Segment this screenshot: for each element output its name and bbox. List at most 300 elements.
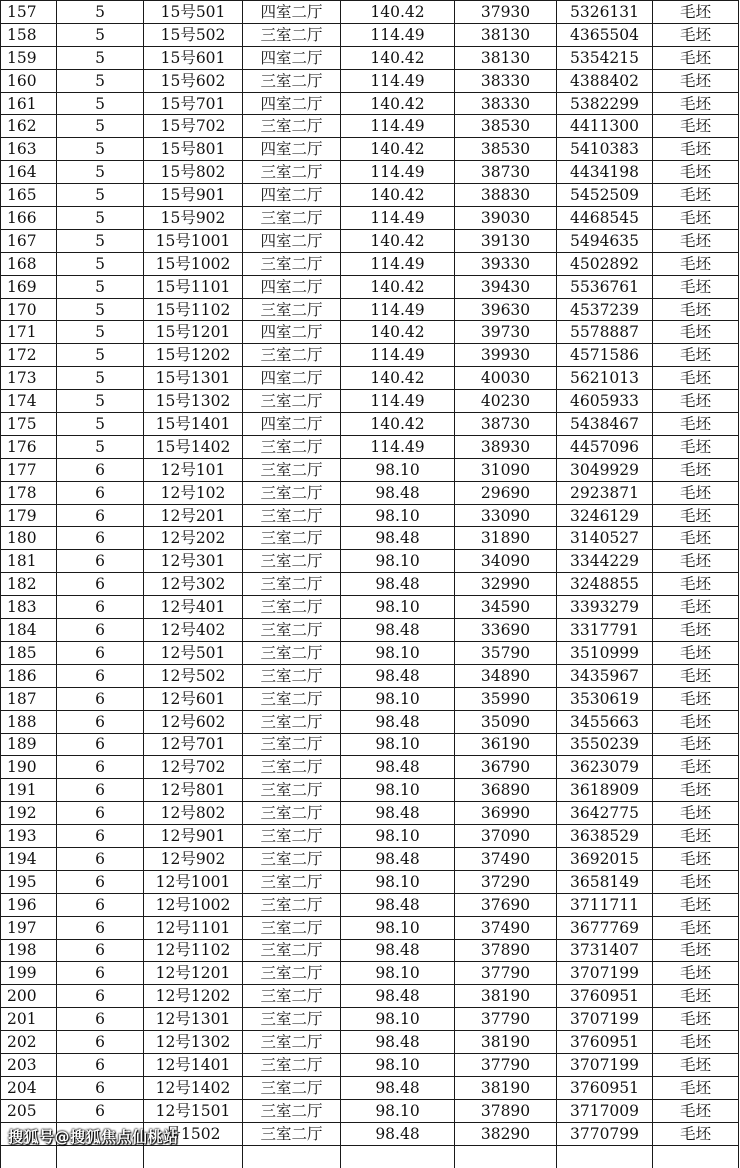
table-row bbox=[1, 229, 739, 252]
unit-price-cell: 39730 bbox=[455, 321, 557, 344]
finish-status-cell: 毛坯 bbox=[653, 504, 739, 527]
empty-cell bbox=[341, 1145, 455, 1168]
building-number-cell: 5 bbox=[57, 23, 144, 46]
finish-status-cell: 毛坯 bbox=[653, 527, 739, 550]
unit-price-cell: 37790 bbox=[455, 1053, 557, 1076]
empty-cell bbox=[653, 1145, 739, 1168]
finish-status-cell: 毛坯 bbox=[653, 733, 739, 756]
watermark: 搜狐号@搜狐焦点仙桃站 bbox=[8, 1128, 179, 1146]
table-row bbox=[1, 252, 739, 275]
table-row bbox=[1, 985, 739, 1008]
finish-status-cell: 毛坯 bbox=[653, 92, 739, 115]
unit-price-cell: 35990 bbox=[455, 687, 557, 710]
layout-cell: 三室二厅 bbox=[243, 779, 341, 802]
area-cell: 114.49 bbox=[341, 252, 455, 275]
finish-status-cell: 毛坯 bbox=[653, 367, 739, 390]
layout-cell: 三室二厅 bbox=[243, 527, 341, 550]
unit-number-cell: 12号302 bbox=[144, 573, 243, 596]
table-row bbox=[1, 298, 739, 321]
unit-price-cell: 35790 bbox=[455, 641, 557, 664]
finish-status-cell: 毛坯 bbox=[653, 779, 739, 802]
area-cell: 98.10 bbox=[341, 825, 455, 848]
unit-number-cell: 15号1402 bbox=[144, 435, 243, 458]
building-number-cell: 6 bbox=[57, 619, 144, 642]
unit-price-cell: 39930 bbox=[455, 344, 557, 367]
layout-cell: 三室二厅 bbox=[243, 298, 341, 321]
building-number-cell: 6 bbox=[57, 870, 144, 893]
row-number-cell: 175 bbox=[1, 413, 57, 436]
unit-price-cell: 29690 bbox=[455, 481, 557, 504]
unit-price-cell: 37490 bbox=[455, 847, 557, 870]
unit-number-cell: 15号702 bbox=[144, 115, 243, 138]
building-number-cell: 5 bbox=[57, 413, 144, 436]
total-price-cell: 3770799 bbox=[557, 1122, 653, 1145]
unit-price-cell: 35090 bbox=[455, 710, 557, 733]
table-row bbox=[1, 1008, 739, 1031]
building-number-cell: 5 bbox=[57, 69, 144, 92]
finish-status-cell: 毛坯 bbox=[653, 435, 739, 458]
empty-cell bbox=[455, 1145, 557, 1168]
total-price-cell: 3731407 bbox=[557, 939, 653, 962]
unit-number-cell: 12号301 bbox=[144, 550, 243, 573]
unit-number-cell: 12号901 bbox=[144, 825, 243, 848]
area-cell: 98.48 bbox=[341, 1122, 455, 1145]
total-price-cell: 3550239 bbox=[557, 733, 653, 756]
total-price-cell: 5410383 bbox=[557, 138, 653, 161]
building-number-cell: 5 bbox=[57, 390, 144, 413]
unit-price-cell: 40230 bbox=[455, 390, 557, 413]
total-price-cell: 5354215 bbox=[557, 46, 653, 69]
row-number-cell: 189 bbox=[1, 733, 57, 756]
building-number-cell: 6 bbox=[57, 1099, 144, 1122]
row-number-cell: 170 bbox=[1, 298, 57, 321]
total-price-cell: 3049929 bbox=[557, 458, 653, 481]
unit-price-cell: 33090 bbox=[455, 504, 557, 527]
table-row bbox=[1, 481, 739, 504]
area-cell: 98.48 bbox=[341, 481, 455, 504]
unit-number-cell: 12号602 bbox=[144, 710, 243, 733]
area-cell: 98.10 bbox=[341, 1008, 455, 1031]
total-price-cell: 3618909 bbox=[557, 779, 653, 802]
finish-status-cell: 毛坯 bbox=[653, 344, 739, 367]
unit-number-cell: 12号401 bbox=[144, 596, 243, 619]
total-price-cell: 4434198 bbox=[557, 161, 653, 184]
total-price-cell: 4365504 bbox=[557, 23, 653, 46]
building-number-cell: 6 bbox=[57, 641, 144, 664]
layout-cell: 三室二厅 bbox=[243, 870, 341, 893]
area-cell: 114.49 bbox=[341, 390, 455, 413]
layout-cell: 三室二厅 bbox=[243, 504, 341, 527]
total-price-cell: 3760951 bbox=[557, 1076, 653, 1099]
unit-price-cell: 39630 bbox=[455, 298, 557, 321]
unit-price-cell: 37890 bbox=[455, 939, 557, 962]
total-price-cell: 3707199 bbox=[557, 962, 653, 985]
table-row bbox=[1, 1076, 739, 1099]
finish-status-cell: 毛坯 bbox=[653, 756, 739, 779]
area-cell: 98.48 bbox=[341, 985, 455, 1008]
table-row bbox=[1, 641, 739, 664]
area-cell: 98.48 bbox=[341, 527, 455, 550]
area-cell: 98.10 bbox=[341, 596, 455, 619]
row-number-cell: 201 bbox=[1, 1008, 57, 1031]
building-number-cell: 6 bbox=[57, 825, 144, 848]
finish-status-cell: 毛坯 bbox=[653, 229, 739, 252]
finish-status-cell: 毛坯 bbox=[653, 1, 739, 24]
row-number-cell: 192 bbox=[1, 802, 57, 825]
building-number-cell: 6 bbox=[57, 916, 144, 939]
building-number-cell: 6 bbox=[57, 1076, 144, 1099]
table-row bbox=[1, 321, 739, 344]
area-cell: 114.49 bbox=[341, 115, 455, 138]
layout-cell: 四室二厅 bbox=[243, 275, 341, 298]
unit-price-cell: 38190 bbox=[455, 1076, 557, 1099]
table-row bbox=[1, 825, 739, 848]
unit-number-cell: 12号601 bbox=[144, 687, 243, 710]
unit-price-cell: 39330 bbox=[455, 252, 557, 275]
building-number-cell: 5 bbox=[57, 184, 144, 207]
table-row bbox=[1, 207, 739, 230]
unit-number-cell: 15号1101 bbox=[144, 275, 243, 298]
finish-status-cell: 毛坯 bbox=[653, 1008, 739, 1031]
layout-cell: 三室二厅 bbox=[243, 1031, 341, 1054]
area-cell: 140.42 bbox=[341, 321, 455, 344]
row-number-cell: 198 bbox=[1, 939, 57, 962]
unit-number-cell: 15号1201 bbox=[144, 321, 243, 344]
finish-status-cell: 毛坯 bbox=[653, 46, 739, 69]
building-number-cell: 5 bbox=[57, 115, 144, 138]
unit-number-cell: 12号1302 bbox=[144, 1031, 243, 1054]
unit-number-cell: 15号1002 bbox=[144, 252, 243, 275]
unit-price-cell: 37790 bbox=[455, 962, 557, 985]
row-number-cell: 164 bbox=[1, 161, 57, 184]
building-number-cell: 5 bbox=[57, 229, 144, 252]
unit-price-cell: 38330 bbox=[455, 69, 557, 92]
table-row bbox=[1, 847, 739, 870]
layout-cell: 三室二厅 bbox=[243, 756, 341, 779]
total-price-cell: 3530619 bbox=[557, 687, 653, 710]
unit-price-cell: 37890 bbox=[455, 1099, 557, 1122]
area-cell: 140.42 bbox=[341, 184, 455, 207]
finish-status-cell: 毛坯 bbox=[653, 207, 739, 230]
total-price-cell: 3140527 bbox=[557, 527, 653, 550]
finish-status-cell: 毛坯 bbox=[653, 916, 739, 939]
finish-status-cell: 毛坯 bbox=[653, 184, 739, 207]
total-price-cell: 3692015 bbox=[557, 847, 653, 870]
finish-status-cell: 毛坯 bbox=[653, 1031, 739, 1054]
unit-price-cell: 38190 bbox=[455, 985, 557, 1008]
unit-number-cell: 12号701 bbox=[144, 733, 243, 756]
unit-price-cell: 32990 bbox=[455, 573, 557, 596]
unit-number-cell: 12号1401 bbox=[144, 1053, 243, 1076]
row-number-cell: 197 bbox=[1, 916, 57, 939]
row-number-cell: 171 bbox=[1, 321, 57, 344]
finish-status-cell: 毛坯 bbox=[653, 619, 739, 642]
building-number-cell: 6 bbox=[57, 504, 144, 527]
building-number-cell: 5 bbox=[57, 321, 144, 344]
finish-status-cell: 毛坯 bbox=[653, 481, 739, 504]
total-price-cell: 3344229 bbox=[557, 550, 653, 573]
building-number-cell: 6 bbox=[57, 458, 144, 481]
layout-cell: 三室二厅 bbox=[243, 596, 341, 619]
table-row bbox=[1, 573, 739, 596]
area-cell: 98.48 bbox=[341, 710, 455, 733]
unit-price-cell: 31090 bbox=[455, 458, 557, 481]
row-number-cell: 160 bbox=[1, 69, 57, 92]
row-number-cell: 165 bbox=[1, 184, 57, 207]
building-number-cell: 6 bbox=[57, 481, 144, 504]
table-row bbox=[1, 756, 739, 779]
table-row bbox=[1, 1, 739, 24]
row-number-cell: 162 bbox=[1, 115, 57, 138]
total-price-cell: 3248855 bbox=[557, 573, 653, 596]
row-number-cell: 193 bbox=[1, 825, 57, 848]
area-cell: 98.48 bbox=[341, 664, 455, 687]
layout-cell: 四室二厅 bbox=[243, 184, 341, 207]
row-number-cell: 195 bbox=[1, 870, 57, 893]
table-row bbox=[1, 413, 739, 436]
finish-status-cell: 毛坯 bbox=[653, 870, 739, 893]
unit-number-cell: 12号102 bbox=[144, 481, 243, 504]
building-number-cell: 6 bbox=[57, 596, 144, 619]
layout-cell: 三室二厅 bbox=[243, 641, 341, 664]
total-price-cell: 5536761 bbox=[557, 275, 653, 298]
total-price-cell: 5621013 bbox=[557, 367, 653, 390]
total-price-cell: 4457096 bbox=[557, 435, 653, 458]
area-cell: 140.42 bbox=[341, 138, 455, 161]
layout-cell: 三室二厅 bbox=[243, 1122, 341, 1145]
finish-status-cell: 毛坯 bbox=[653, 23, 739, 46]
unit-number-cell: 12号1002 bbox=[144, 893, 243, 916]
building-number-cell: 5 bbox=[57, 161, 144, 184]
unit-price-cell: 37490 bbox=[455, 916, 557, 939]
table-row bbox=[1, 435, 739, 458]
unit-number-cell: 12号902 bbox=[144, 847, 243, 870]
unit-price-cell: 36190 bbox=[455, 733, 557, 756]
unit-price-cell: 38530 bbox=[455, 138, 557, 161]
finish-status-cell: 毛坯 bbox=[653, 413, 739, 436]
finish-status-cell: 毛坯 bbox=[653, 1053, 739, 1076]
total-price-cell: 4411300 bbox=[557, 115, 653, 138]
area-cell: 98.10 bbox=[341, 733, 455, 756]
row-number-cell: 187 bbox=[1, 687, 57, 710]
layout-cell: 三室二厅 bbox=[243, 1076, 341, 1099]
building-number-cell: 6 bbox=[57, 1031, 144, 1054]
table-row bbox=[1, 367, 739, 390]
row-number-cell: 163 bbox=[1, 138, 57, 161]
area-cell: 140.42 bbox=[341, 46, 455, 69]
area-cell: 140.42 bbox=[341, 92, 455, 115]
unit-number-cell: 12号402 bbox=[144, 619, 243, 642]
row-number-cell: 188 bbox=[1, 710, 57, 733]
row-number-cell: 178 bbox=[1, 481, 57, 504]
building-number-cell: 5 bbox=[57, 138, 144, 161]
unit-price-cell: 36990 bbox=[455, 802, 557, 825]
area-cell: 98.48 bbox=[341, 1031, 455, 1054]
finish-status-cell: 毛坯 bbox=[653, 252, 739, 275]
layout-cell: 三室二厅 bbox=[243, 962, 341, 985]
layout-cell: 三室二厅 bbox=[243, 939, 341, 962]
row-number-cell: 169 bbox=[1, 275, 57, 298]
layout-cell: 三室二厅 bbox=[243, 916, 341, 939]
building-number-cell: 5 bbox=[57, 275, 144, 298]
row-number-cell: 185 bbox=[1, 641, 57, 664]
total-price-cell: 4502892 bbox=[557, 252, 653, 275]
finish-status-cell: 毛坯 bbox=[653, 573, 739, 596]
unit-price-cell: 38330 bbox=[455, 92, 557, 115]
layout-cell: 三室二厅 bbox=[243, 802, 341, 825]
total-price-cell: 3658149 bbox=[557, 870, 653, 893]
building-number-cell: 6 bbox=[57, 550, 144, 573]
building-number-cell: 6 bbox=[57, 802, 144, 825]
unit-number-cell: 15号601 bbox=[144, 46, 243, 69]
row-number-cell: 186 bbox=[1, 664, 57, 687]
row-number-cell: 157 bbox=[1, 1, 57, 24]
total-price-cell: 5438467 bbox=[557, 413, 653, 436]
unit-price-cell: 37290 bbox=[455, 870, 557, 893]
layout-cell: 四室二厅 bbox=[243, 229, 341, 252]
layout-cell: 三室二厅 bbox=[243, 664, 341, 687]
unit-number-cell: 12号201 bbox=[144, 504, 243, 527]
finish-status-cell: 毛坯 bbox=[653, 1099, 739, 1122]
unit-price-cell: 38730 bbox=[455, 413, 557, 436]
area-cell: 98.10 bbox=[341, 641, 455, 664]
row-number-cell: 200 bbox=[1, 985, 57, 1008]
layout-cell: 三室二厅 bbox=[243, 619, 341, 642]
finish-status-cell: 毛坯 bbox=[653, 847, 739, 870]
unit-price-cell: 39130 bbox=[455, 229, 557, 252]
unit-price-cell: 38730 bbox=[455, 161, 557, 184]
layout-cell: 三室二厅 bbox=[243, 252, 341, 275]
area-cell: 114.49 bbox=[341, 23, 455, 46]
empty-cell bbox=[57, 1145, 144, 1168]
layout-cell: 三室二厅 bbox=[243, 435, 341, 458]
total-price-cell: 5326131 bbox=[557, 1, 653, 24]
price-table-body bbox=[1, 1, 739, 1168]
building-number-cell: 6 bbox=[57, 573, 144, 596]
row-number-cell: 168 bbox=[1, 252, 57, 275]
area-cell: 114.49 bbox=[341, 161, 455, 184]
building-number-cell: 5 bbox=[57, 207, 144, 230]
area-cell: 98.48 bbox=[341, 893, 455, 916]
total-price-cell: 3707199 bbox=[557, 1053, 653, 1076]
finish-status-cell: 毛坯 bbox=[653, 710, 739, 733]
area-cell: 98.48 bbox=[341, 1076, 455, 1099]
finish-status-cell: 毛坯 bbox=[653, 298, 739, 321]
layout-cell: 三室二厅 bbox=[243, 825, 341, 848]
unit-number-cell: 15号901 bbox=[144, 184, 243, 207]
row-number-cell: 180 bbox=[1, 527, 57, 550]
unit-price-cell: 37090 bbox=[455, 825, 557, 848]
unit-number-cell: 12号202 bbox=[144, 527, 243, 550]
layout-cell: 四室二厅 bbox=[243, 138, 341, 161]
building-number-cell: 6 bbox=[57, 939, 144, 962]
building-number-cell: 6 bbox=[57, 893, 144, 916]
total-price-cell: 3707199 bbox=[557, 1008, 653, 1031]
total-price-cell: 3717009 bbox=[557, 1099, 653, 1122]
area-cell: 98.10 bbox=[341, 962, 455, 985]
area-cell: 140.42 bbox=[341, 229, 455, 252]
row-number-cell: 159 bbox=[1, 46, 57, 69]
unit-number-cell: 15号1001 bbox=[144, 229, 243, 252]
unit-price-cell: 31890 bbox=[455, 527, 557, 550]
unit-price-cell: 38130 bbox=[455, 23, 557, 46]
total-price-cell: 4388402 bbox=[557, 69, 653, 92]
area-cell: 140.42 bbox=[341, 1, 455, 24]
layout-cell: 三室二厅 bbox=[243, 710, 341, 733]
unit-price-cell: 33690 bbox=[455, 619, 557, 642]
empty-cell bbox=[144, 1145, 243, 1168]
layout-cell: 三室二厅 bbox=[243, 847, 341, 870]
finish-status-cell: 毛坯 bbox=[653, 390, 739, 413]
unit-number-cell: 12号1001 bbox=[144, 870, 243, 893]
area-cell: 98.10 bbox=[341, 1053, 455, 1076]
table-row bbox=[1, 687, 739, 710]
area-cell: 98.10 bbox=[341, 458, 455, 481]
total-price-cell: 3510999 bbox=[557, 641, 653, 664]
finish-status-cell: 毛坯 bbox=[653, 138, 739, 161]
area-cell: 140.42 bbox=[341, 367, 455, 390]
table-row bbox=[1, 390, 739, 413]
table-row bbox=[1, 504, 739, 527]
total-price-cell: 3393279 bbox=[557, 596, 653, 619]
unit-number-cell: 12号1501 bbox=[144, 1099, 243, 1122]
unit-number-cell: 15号1202 bbox=[144, 344, 243, 367]
row-number-cell: 203 bbox=[1, 1053, 57, 1076]
total-price-cell: 4468545 bbox=[557, 207, 653, 230]
finish-status-cell: 毛坯 bbox=[653, 893, 739, 916]
area-cell: 98.10 bbox=[341, 1099, 455, 1122]
unit-price-cell: 40030 bbox=[455, 367, 557, 390]
area-cell: 114.49 bbox=[341, 69, 455, 92]
unit-number-cell: 12号702 bbox=[144, 756, 243, 779]
layout-cell: 三室二厅 bbox=[243, 23, 341, 46]
table-row bbox=[1, 962, 739, 985]
layout-cell: 三室二厅 bbox=[243, 893, 341, 916]
area-cell: 98.48 bbox=[341, 939, 455, 962]
unit-number-cell: 15号802 bbox=[144, 161, 243, 184]
area-cell: 98.48 bbox=[341, 802, 455, 825]
area-cell: 114.49 bbox=[341, 435, 455, 458]
table-row bbox=[1, 596, 739, 619]
row-number-cell: 181 bbox=[1, 550, 57, 573]
row-number-cell: 182 bbox=[1, 573, 57, 596]
layout-cell: 四室二厅 bbox=[243, 321, 341, 344]
area-cell: 98.48 bbox=[341, 573, 455, 596]
unit-price-cell: 39030 bbox=[455, 207, 557, 230]
building-number-cell: 5 bbox=[57, 435, 144, 458]
row-number-cell: 199 bbox=[1, 962, 57, 985]
total-price-cell: 5578887 bbox=[557, 321, 653, 344]
table-row bbox=[1, 138, 739, 161]
unit-price-cell: 37690 bbox=[455, 893, 557, 916]
finish-status-cell: 毛坯 bbox=[653, 939, 739, 962]
row-number-cell: 166 bbox=[1, 207, 57, 230]
row-number-cell: 174 bbox=[1, 390, 57, 413]
layout-cell: 四室二厅 bbox=[243, 1, 341, 24]
table-row-cutoff bbox=[1, 1145, 739, 1168]
unit-price-cell: 36890 bbox=[455, 779, 557, 802]
unit-number-cell: 12号1202 bbox=[144, 985, 243, 1008]
total-price-cell: 5452509 bbox=[557, 184, 653, 207]
layout-cell: 四室二厅 bbox=[243, 92, 341, 115]
unit-number-cell: 15号902 bbox=[144, 207, 243, 230]
table-row bbox=[1, 275, 739, 298]
empty-cell bbox=[557, 1145, 653, 1168]
building-number-cell: 5 bbox=[57, 252, 144, 275]
table-row bbox=[1, 184, 739, 207]
layout-cell: 三室二厅 bbox=[243, 390, 341, 413]
finish-status-cell: 毛坯 bbox=[653, 115, 739, 138]
